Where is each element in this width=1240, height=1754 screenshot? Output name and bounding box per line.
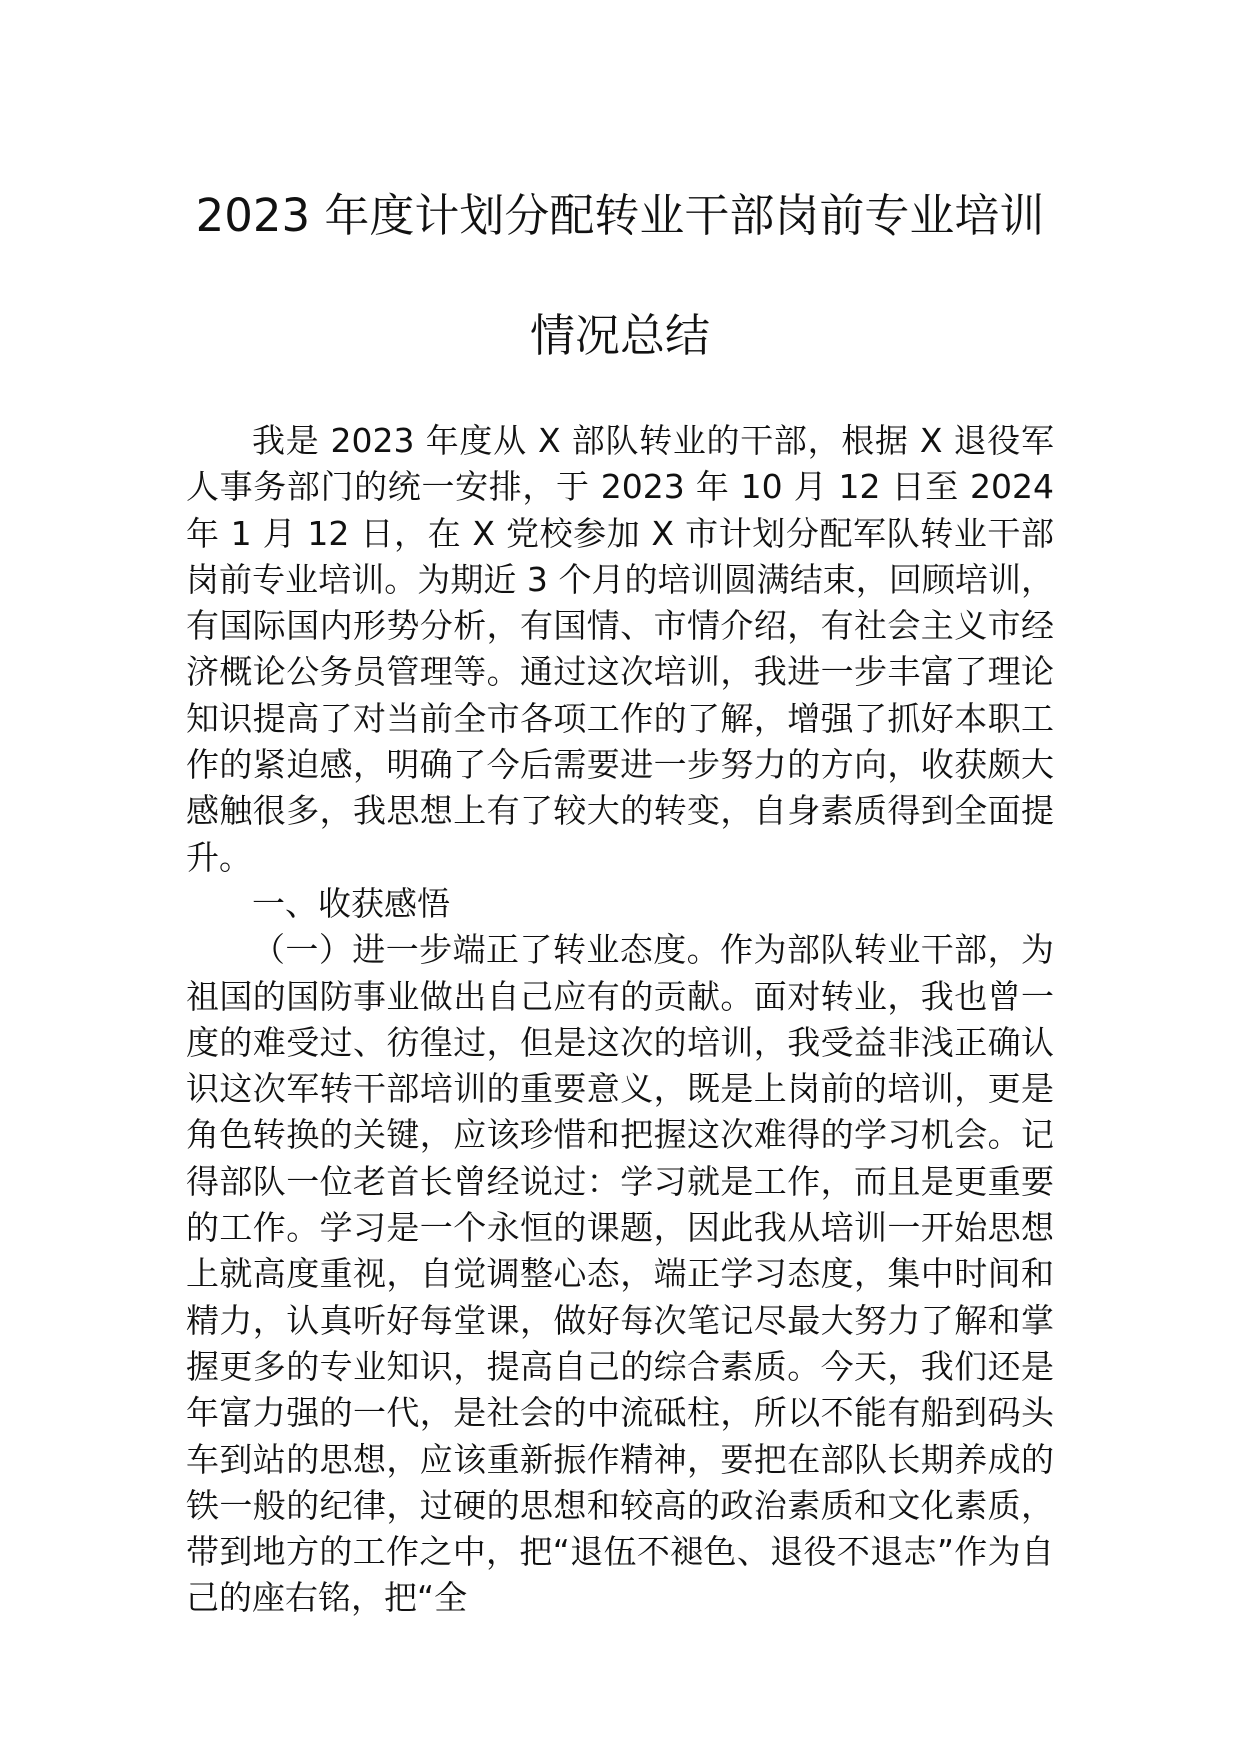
document-title-line-1: 2023 年度计划分配转业干部岗前专业培训 bbox=[195, 189, 1045, 242]
paragraph-attitude: （一）进一步端正了转业态度。作为部队转业干部，为祖国的国防事业做出自己应有的贡献。面对转业，我也曾一度的难受过、彷徨过，但是这次的培训，我受益非浅正确认识这次军转干部培训的重要意义，既是上岗前的培训，更是角色转换的关键，应该珍惜和把握这次难得的学习机会。记得部队一位老首长曾经说过：学习就是工作，而且是更重要的工作。学习是一个永恒的课题，因此我从培训一开始思想上就高度重视，自觉调整心态，端正学习态度，集中时间和精力，认真听好每堂课，做好每次笔记尽最大努力了解和掌握更多的专业知识，提高自己的综合素质。今天，我们还是年富力强的一代，是社会的中流砥柱，所以不能有船到码头车到站的思想，应该重新振作精神，要把在部队长期养成的铁一般的纪律，过硬的思想和较高的政治素质和文化素质，带到地方的工作之中，把“退伍不褪色、退役不退志”作为自己的座右铭，把“全 bbox=[186, 930, 1054, 1618]
document-title-line-2: 情况总结 bbox=[529, 309, 710, 362]
paragraph-intro: 我是 2023 年度从 X 部队转业的干部，根据 X 退役军人事务部门的统一安排，于 2023 年 10 月 12 日至 2024 年 1 月 12 日，在 X 党校参加 X 市计划分配军队转业干部岗前专业培训。为期近 3 个月的培训圆满结束，回顾培训，有国际国内形势分析，有国情、市情介绍，有社会主义市经济概论公务员管理等。通过这次培训，我进一步丰富了理论知识提高了对当前全市各项工作的了解，增强了抓好本职工作的紧迫感，明确了今后需要进一步努力的方向，收获颇大感触很多，我思想上有了较大的转变，自身素质得到全面提升。 bbox=[186, 421, 1054, 877]
document-body bbox=[186, 418, 1054, 1622]
section-heading-gains: 一、收获感悟 bbox=[252, 883, 450, 923]
